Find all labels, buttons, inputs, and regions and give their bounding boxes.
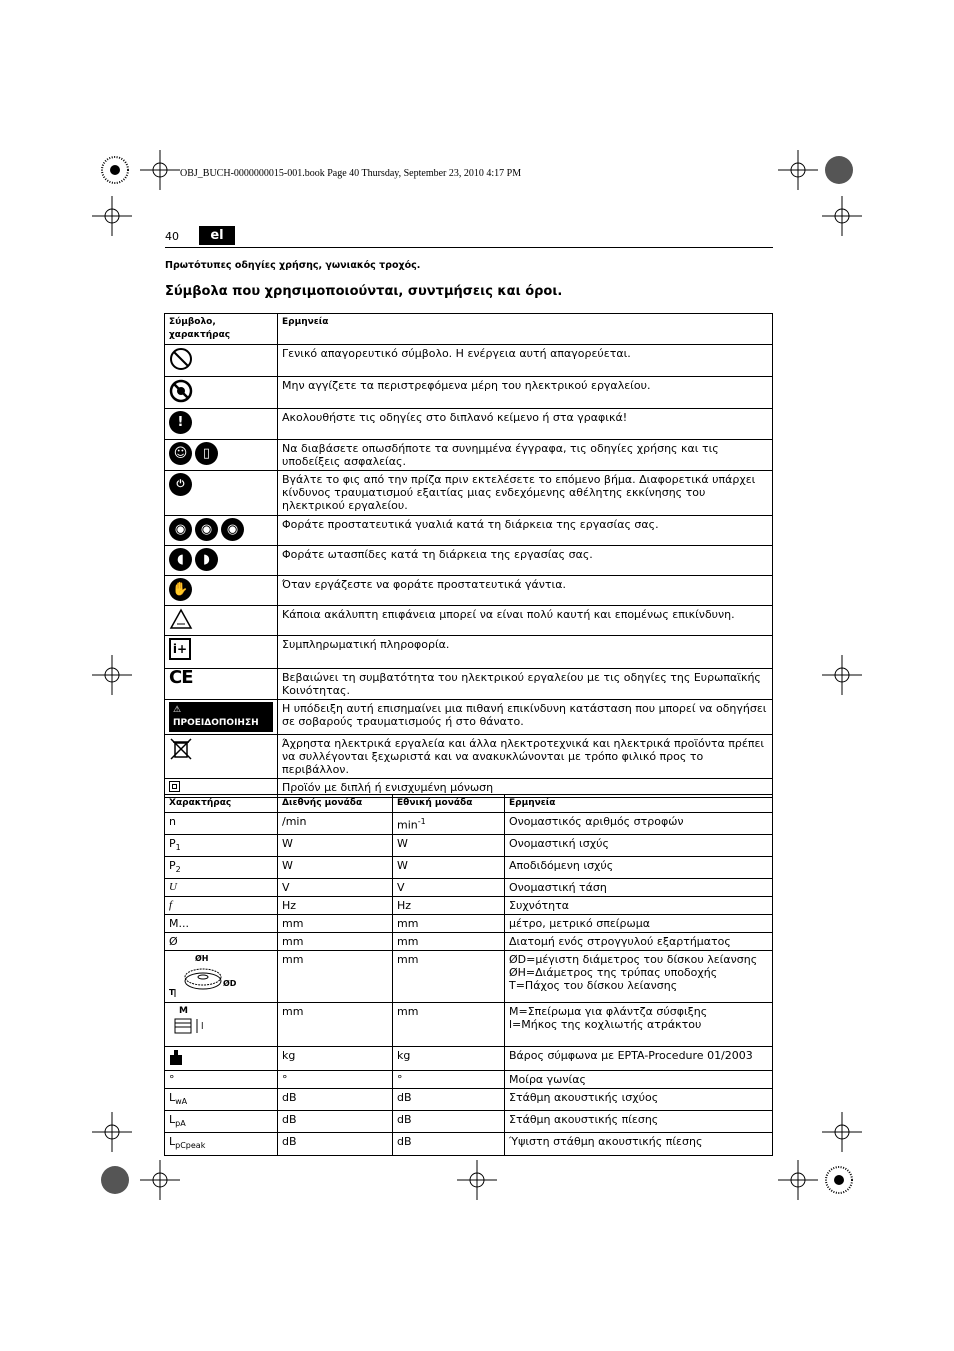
symbol-description: Προϊόν με διπλή ή ενισχυμένη μόνωση [278,779,773,798]
description-line: ØH=Διάμετρος της τρύπας υποδοχής [509,966,718,980]
symbol-cell [165,1111,278,1133]
symbol-cell [165,1133,278,1155]
description-cell: Ύψιστη στάθμη ακουστικής πίεσης [505,1133,773,1155]
symbol-cell: M... [165,915,278,933]
registration-mark [92,1112,132,1152]
symbol-description: Όταν εργάζεστε να φοράτε προστατευτικά γάντια. [278,576,773,606]
table-row [165,813,773,835]
table-row [165,516,773,546]
table-row [165,471,773,516]
registration-mark [822,655,862,695]
intl-unit-cell: mm [278,951,393,1003]
intl-unit-cell: W [278,834,393,856]
symbol-description: Ακολουθήστε τις οδηγίες στο διπλανό κείμενο ή στα γραφικά! [278,409,773,440]
symbol-description: Βγάλτε το φις από την πρίζα πριν εκτελέσετε το επόμενο βήμα. Διαφορετικά υπάρχει κίνδυνος τραυματισμού εξαιτίας μιας ενδεχόμενης αθέλητης εκκίνησης του ηλεκτρικού εργαλείου. [278,471,773,516]
spindle-label: M [179,1006,188,1017]
table-row [165,1089,773,1111]
breadcrumb: Πρωτότυπες οδηγίες χρήσης, γωνιακός τροχός. [165,260,421,271]
page-number: 40 [165,230,179,243]
info-icon: i+ [169,638,191,660]
symbol-cell [165,1047,278,1071]
symbol-cell [165,856,278,878]
description-cell: Διατομή ενός στρογγυλού εξαρτήματος [505,933,773,951]
table-row [165,933,773,951]
registration-mark [778,1160,818,1200]
national-unit-cell: mm [393,951,505,1003]
symbol-cell: n [165,813,278,835]
ce-mark-icon: CE [169,667,193,688]
national-unit-cell [393,813,505,835]
table-row [165,576,773,606]
intl-unit-cell: mm [278,1003,393,1047]
face-shield-icon: ◉ [195,518,218,541]
symbol-description: Η υπόδειξη αυτή επισημαίνει μια πιθανή επικίνδυνη κατάσταση που μπορεί να οδηγήσει σε σοβαρούς τραυματισμούς ή στο θάνατο. [278,700,773,735]
national-unit-cell: dB [393,1111,505,1133]
description-cell [505,951,773,1003]
symbol-text: P [169,836,176,850]
description-line: ØD=μέγιστη διάμετρος του δίσκου λείανσης [509,953,758,967]
symbol-cell [165,1003,278,1047]
description-cell: Ονομαστικός αριθμός στροφών [505,813,773,835]
symbol-subscript: 2 [175,865,181,875]
intl-unit-cell: V [278,879,393,897]
column-header: Εθνική μονάδα [393,795,505,813]
units-table [164,794,773,1156]
national-unit-cell: Hz [393,897,505,915]
symbol-subscript: pA [175,1119,186,1129]
symbol-text: L [169,1113,176,1127]
symbol-description: Φοράτε ωτασπίδες κατά τη διάρκεια της εργασίας σας. [278,546,773,576]
table-header-row [165,795,773,813]
table-row [165,834,773,856]
symbol-cell [165,951,278,1003]
table-row [165,377,773,409]
national-unit-cell: mm [393,1003,505,1047]
column-header: Ερμηνεία [505,795,773,813]
description-cell: Συχνότητα [505,897,773,915]
prohibition-icon [169,361,193,374]
national-unit-cell: mm [393,933,505,951]
symbol-description: Φοράτε προστατευτικά γυαλιά κατά τη διάρκεια της εργασίας σας. [278,516,773,546]
registration-mark [822,1112,862,1152]
symbol-description: Μην αγγίζετε τα περιστρεφόμενα μέρη του ηλεκτρικού εργαλείου. [278,377,773,409]
intl-unit-cell: ° [278,1071,393,1089]
symbol-cell: U [165,879,278,897]
table-row [165,669,773,700]
national-unit-cell: V [393,879,505,897]
unplug-icon: ⏻ [169,473,192,496]
description-cell: Αποδιδόμενη ισχύς [505,856,773,878]
hot-surface-icon [169,620,193,633]
column-header: Διεθνής μονάδα [278,795,393,813]
page-title: Σύμβολα που χρησιμοποιούνται, συντμήσεις και όροι. [165,284,563,299]
table-row [165,856,773,878]
description-line: T=Πάχος του δίσκου λείανσης [509,979,678,993]
table-row [165,409,773,440]
intl-unit-cell: dB [278,1133,393,1155]
symbol-subscript: wA [175,1097,188,1107]
registration-mark [457,1160,497,1200]
national-unit-cell: kg [393,1047,505,1071]
symbol-subscript: pCpeak [175,1141,206,1151]
table-row [165,636,773,669]
symbol-text: L [169,1135,176,1149]
column-header: Σύμβολο, χαρακτήρας [165,314,278,345]
color-target [824,1165,854,1195]
symbol-description: Γενικό απαγορευτικό σύμβολο. Η ενέργεια αυτή απαγορεύεται. [278,345,773,377]
symbol-text: P [169,858,176,872]
table-row [165,440,773,471]
description-cell [505,1003,773,1047]
intl-unit-cell: mm [278,915,393,933]
intl-unit-cell: dB [278,1111,393,1133]
no-touch-rotating-icon [169,393,193,406]
symbol-description: Κάποια ακάλυπτη επιφάνεια μπορεί να είναι πολύ καυτή και επομένως επικίνδυνη. [278,606,773,636]
header-rule [165,247,773,248]
registration-mark [92,196,132,236]
symbol-cell: f [165,897,278,915]
column-header: Χαρακτήρας [165,795,278,813]
spindle-label: l [201,1022,204,1033]
symbol-description: Βεβαιώνει τη συμβατότητα του ηλεκτρικού εργαλείου με τις οδηγίες της Ευρωπαϊκής Κοινότητας. [278,669,773,700]
symbol-cell: Ø [165,933,278,951]
table-row [165,606,773,636]
language-badge: el [199,226,235,245]
national-unit-cell: W [393,856,505,878]
description-cell: Στάθμη ακουστικής πίεσης [505,1111,773,1133]
ear-protection-icon: ◗ [195,548,218,571]
column-header: Ερμηνεία [278,314,773,345]
table-row [165,879,773,897]
intl-unit-cell: W [278,856,393,878]
warning-badge-label: ΠΡΟΕΙΔΟΠΟΙΗΣΗ [173,718,259,728]
symbol-cell: ° [165,1071,278,1089]
goggles-icon: ◉ [221,518,244,541]
registration-mark [778,150,818,190]
symbol-cell [165,1089,278,1111]
registration-mark [140,1160,180,1200]
color-target [100,155,130,185]
disc-label: ØD [223,979,237,989]
goggles-icon: ◉ [169,518,192,541]
table-row [165,1071,773,1089]
symbol-text: L [169,1091,176,1105]
national-unit-cell: ° [393,1071,505,1089]
intl-unit-cell: Hz [278,897,393,915]
warning-badge-icon: ⚠ ΠΡΟΕΙΔΟΠΟΙΗΣΗ [169,702,273,732]
symbol-description: Να διαβάσετε οπωσδήποτε τα συνημμένα έγγραφα, τις οδηγίες χρήσης και τις υποδείξεις ασφαλείας. [278,440,773,471]
table-row [165,915,773,933]
gloves-icon: ✋ [169,578,192,601]
registration-mark [822,196,862,236]
table-row [165,546,773,576]
description-cell: μέτρο, μετρικό σπείρωμα [505,915,773,933]
file-info: OBJ_BUCH-0000000015-001.book Page 40 Thursday, September 23, 2010 4:17 PM [180,168,522,179]
intl-unit-cell: mm [278,933,393,951]
description-cell: Ονομαστική ισχύς [505,834,773,856]
double-insulation-icon [169,781,180,792]
disc-dimensions-icon [169,953,239,997]
description-cell: Ονομαστική τάση [505,879,773,897]
exclamation-icon: ! [169,411,192,434]
symbol-subscript: 1 [175,842,181,852]
table-row [165,345,773,377]
ear-protection-icon: ◖ [169,548,192,571]
intl-unit-cell: dB [278,1089,393,1111]
symbol-description: Συμπληρωματική πληροφορία. [278,636,773,669]
color-target [824,155,854,185]
disc-label: T [169,988,175,998]
disc-label: ØH [195,954,209,964]
color-target [100,1165,130,1195]
table-header-row [165,314,773,345]
intl-unit-cell: kg [278,1047,393,1071]
description-cell: Μοίρα γωνίας [505,1071,773,1089]
unit-superscript: -1 [417,817,426,826]
table-row [165,1111,773,1133]
description-cell: Βάρος σύμφωνα με EPTA-Procedure 01/2003 [505,1047,773,1071]
table-row [165,700,773,735]
description-cell: Στάθμη ακουστικής ισχύος [505,1089,773,1111]
registration-mark [92,655,132,695]
description-line: M=Σπείρωμα για φλάντζα σύσφιξης [509,1005,708,1019]
table-row [165,897,773,915]
weight-icon [169,1055,183,1068]
read-manual-icon: ☺ [169,442,192,465]
table-row [165,735,773,779]
description-line: l=Μήκος της κοχλιωτής ατράκτου [509,1018,702,1032]
intl-unit-cell: /min [278,813,393,835]
weee-bin-icon [169,751,193,764]
spindle-thread-icon [169,1005,209,1041]
symbol-cell [165,834,278,856]
table-row [165,951,773,1003]
symbols-table [164,313,773,798]
table-row [165,1133,773,1155]
symbol-description: Άχρηστα ηλεκτρικά εργαλεία και άλλα ηλεκτροτεχνικά και ηλεκτρικά προϊόντα πρέπει να συλλέγονται ξεχωριστά και να ανακυκλώνονται με τρόπο φιλικό προς το περιβάλλον. [278,735,773,779]
table-row [165,1047,773,1071]
table-row [165,1003,773,1047]
unit-text: min [397,818,418,832]
national-unit-cell: dB [393,1089,505,1111]
national-unit-cell: W [393,834,505,856]
national-unit-cell: mm [393,915,505,933]
registration-mark [140,150,180,190]
book-icon: ▯ [195,442,218,465]
national-unit-cell: dB [393,1133,505,1155]
